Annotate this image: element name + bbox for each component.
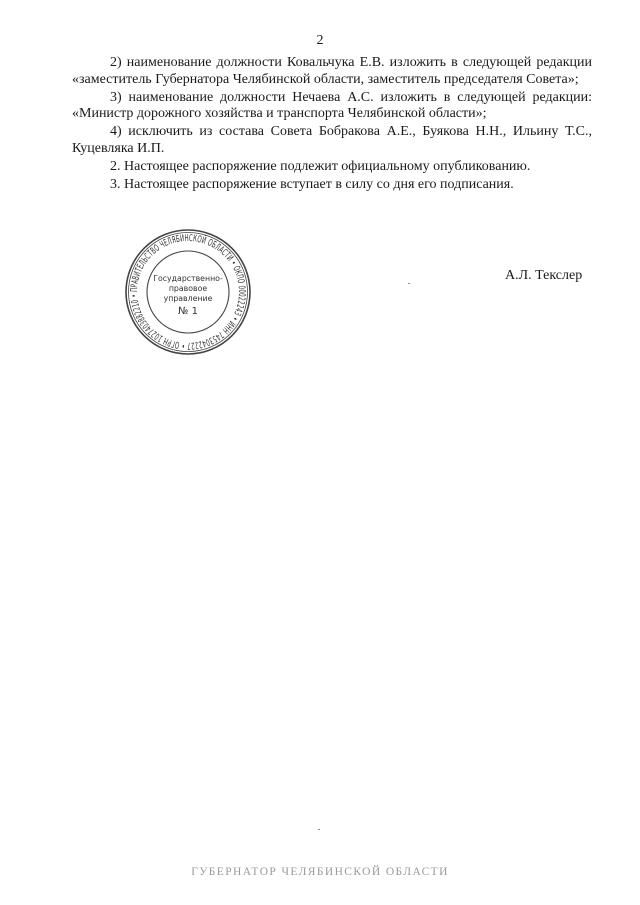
paragraph: 2) наименование должности Ковальчука Е.В. изложить в следующей редакции «заместитель Губернатора Челябинской области, заместитель председателя Совета»; [72, 55, 592, 87]
seal-graphic [124, 228, 252, 356]
seal-ring-text: ПРАВИТЕЛЬСТВО ЧЕЛЯБИНСКОЙ ОБЛАСТИ • ОКПО 00022243 • ИНН 7453042227 • ОГРН 1027403882210 • [128, 232, 248, 352]
page-number: 2 [316, 33, 324, 48]
official-seal [124, 228, 252, 356]
signatory-name: А.Л. Текслер [505, 268, 583, 283]
scan-speck [408, 283, 410, 284]
seal-inner-line: Государственно- [153, 274, 223, 283]
scan-speck [318, 829, 320, 830]
seal-number: № 1 [178, 306, 198, 317]
paragraph: 2. Настоящее распоряжение подлежит официальному опубликованию. [110, 159, 531, 175]
seal-inner-line: управление [163, 294, 213, 303]
paragraph: 3) наименование должности Нечаева А.С. изложить в следующей редакции: «Министр дорожного хозяйства и транспорта Челябинской области»; [72, 89, 592, 122]
document-body [72, 55, 592, 194]
paragraph: 3. Настоящее распоряжение вступает в силу со дня его подписания. [110, 177, 514, 193]
footer-letterhead: ГУБЕРНАТОР ЧЕЛЯБИНСКОЙ ОБЛАСТИ [191, 866, 449, 878]
paragraph: 4) исключить из состава Совета Бобракова А.Е., Буякова Н.Н., Ильину Т.С., Куцевляка И.П. [72, 124, 592, 156]
seal-inner-line: правовое [168, 284, 208, 293]
